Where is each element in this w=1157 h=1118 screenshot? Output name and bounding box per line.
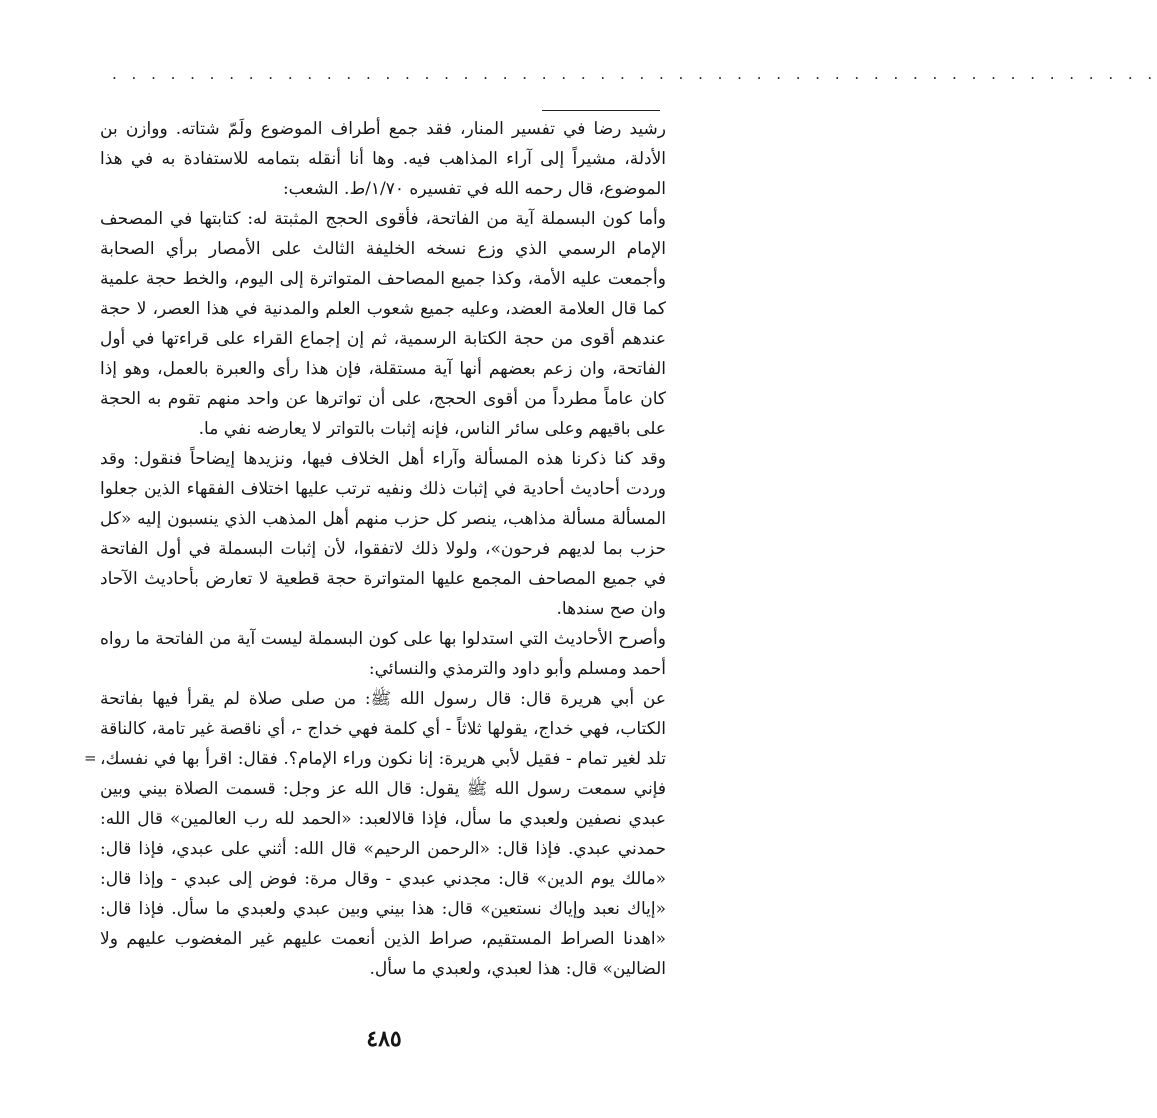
continuation-mark: = — [84, 749, 97, 767]
footnote-rule — [542, 110, 660, 111]
paragraph-clearest-hadith: وأصرح الأحاديث التي استدلوا بها على كون البسملة ليست آية من الفاتحة ما رواه أحمد ومسلم وأبو داود والترمذي والنسائي: — [100, 629, 666, 679]
page-number: ٤٨٥ — [366, 1026, 402, 1052]
paragraph-hadith-dispute: وقد كنا ذكرنا هذه المسألة وآراء أهل الخلاف فيها، ونزيدها إيضاحاً فنقول: وقد وردت أحاديث أحادية في إثبات ذلك ونفيه ترتب عليها اختلاف الفقهاء الذين جعلوا المسألة مسألة مذاهب، ينصر كل حزب منهم أهل المذهب الذي ينسبون إليه «كل حزب بما لديهم فرحون»، ولولا ذلك لاتفقوا، لأن إثبات البسملة في أول الفاتحة في جميع المصاحف المجمع عليها المتواترة حجة قطعية لا تعارض بأحاديث الآحاد وان صح سندها. — [100, 449, 666, 619]
dotted-separator: . . . . . . . . . . . . . . . . . . . . . . . . . . . . . . . . . . . . . . . . . . . . . . . . . . . . . . — [112, 65, 1157, 83]
page-text-body — [100, 114, 666, 984]
paragraph-basmala-evidence: وأما كون البسملة آية من الفاتحة، فأقوى الحجج المثبتة له: كتابتها في المصحف الإمام الرسمي الذي وزع نسخه الخليفة الثالث على الأمصار برأي الصحابة وأجمعت عليه الأمة، وكذا جميع المصاحف المتواترة إلى اليوم، والخط حجة علمية كما قال العلامة العضد، وعليه جميع شعوب العلم والمدنية في هذا العصر، لا حجة عندهم أقوى من حجة الكتابة الرسمية، ثم إن إجماع القراء على قراءتها في أول الفاتحة، وان زعم بعضهم أنها آية مستقلة، فإن هذا رأى والعبرة بالعمل، وهو إذا كان عاماً مطرداً من أقوى الحجج، على أن تواترها عن واحد منهم تقوم به الحجة على باقيهم وعلى سائر الناس، فإنه إثبات بالتواتر لا يعارضه نفي ما. — [100, 209, 666, 439]
paragraph-intro: رشيد رضا في تفسير المنار، فقد جمع أطراف الموضوع ولَمّ شتاته. ووازن بن الأدلة، مشيراً إلى آراء المذاهب فيه. وها أنا أنقله بتمامه للاستفادة به في هذا الموضوع، قال رحمه الله في تفسيره ١/٧٠/ط. الشعب: — [100, 119, 666, 199]
paragraph-abu-hurayra-hadith: عن أبي هريرة قال: قال رسول الله ﷺ: من صلى صلاة لم يقرأ فيها بفاتحة الكتاب، فهي خداج، يقولها ثلاثاً - أي كلمة فهي خداج -، أي ناقصة غير تامة، كالناقة تلد لغير تمام - فقيل لأبي هريرة: إنا نكون وراء الإمام؟. فقال: اقرأ بها في نفسك، فإني سمعت رسول الله ﷺ يقول: قال الله عز وجل: قسمت الصلاة بيني وبين عبدي نصفين ولعبدي ما سأل، فإذا قالالعبد: «الحمد لله رب العالمين» قال الله: حمدني عبدي. فإذا قال: «الرحمن الرحيم» قال الله: أثني على عبدي، فإذا قال: «مالك يوم الدين» قال: مجدني عبدي - وقال مرة: فوض إلى عبدي - وإذا قال: «إياك نعبد وإياك نستعين» قال: هذا بيني وبين عبدي ولعبدي ما سأل. فإذا قال: «اهدنا الصراط المستقيم، صراط الذين أنعمت عليهم غير المغضوب عليهم ولا الضالين» قال: هذا لعبدي، ولعبدي ما سأل. — [100, 689, 666, 979]
